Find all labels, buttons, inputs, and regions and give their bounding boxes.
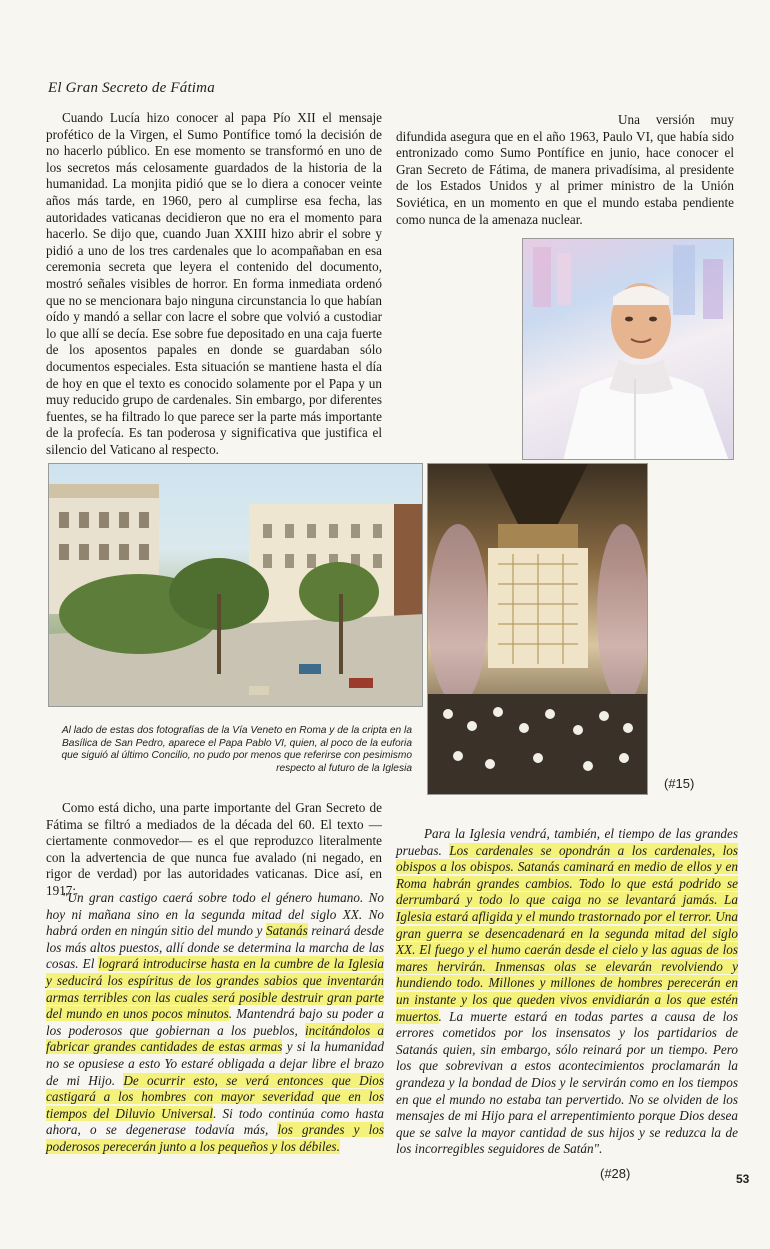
quote-text: . La muerte estará en todas partes a causa de los errores cometidos por los insensatos y los partidarios de Satanás quien, sin embargo, sólo reinará por un tiempo. Pero los que sobrevivan a estos acontecimientos proclamarán la grandeza y la bondad de Dios y le servirán como en los tiempos en que el mundo no estaba tan pervertido. No se olviden de los mensajes de mi Hijo para el arrepentimiento porque Dios desea que se salve la mayor cantidad de sus hijos y se reduzca la de los incorregibles seguidores de Satán". — [396, 1008, 738, 1157]
quote-text: reinará desde los más altos puestos, allí donde se determina la marcha de las cosas. El — [46, 923, 384, 972]
reference-28: (#28) — [600, 1166, 631, 1181]
highlighted-text: logrará introducirse hasta en la cumbre de la Iglesia y seducirá los espíritus de los grandes sabios que inventarán armas terribles con las cuales será posible destruir gran parte del mundo en unos pocos minutos — [46, 956, 384, 1022]
highlighted-text: Satanás — [265, 923, 308, 939]
pope-illustration — [523, 239, 734, 460]
version-text: Una versión muy difundida asegura que en el año 1963, Paulo VI, que había sido entronizado como Sumo Pontífice en junio, hace conocer el Gran Secreto de Fátima, de manera privadísima, al presidente de los Estados Unidos y al primer ministro de la Unión Soviética, en un momento en que el mundo estaba pendiente como nunca de la amenaza nuclear. — [396, 112, 734, 227]
highlighted-text: Los cardenales se opondrán a los cardenales, los obispos a los obispos. Satanás caminará en medio de ellos y en Roma habrán grandes cambios. Todo lo que está podrido se derrumbará y todo lo que caiga no se levantará jamás. La Iglesia estará afligida y el mundo trastornado por el terror. Una gran guerra se desencadenará en la segunda mitad del siglo XX. El fuego y el humo caerán desde el cielo y las aguas de los mares hervirán. Inmensas olas se elevarán revolviendo y hundiendo todo. Millones y millones de hombres perecerán en un instante y los que queden vivos envidiarán a los que estén muertos — [396, 842, 739, 1024]
prophecy-quote-part-1 — [46, 890, 384, 1156]
basilica-crypt-photo — [427, 463, 648, 795]
quote-text: . Si todo continúa como hasta ahora, o se degenerase todavía más, — [46, 1105, 384, 1138]
street-illustration — [49, 464, 423, 707]
quote-text: "Un gran castigo caerá sobre todo el género humano. No hoy ni mañana sino en la segunda mitad del siglo XX. No habrá orden en ningún sitio del mundo y — [46, 890, 384, 939]
version-paragraph — [396, 112, 734, 228]
highlighted-text: los grandes y los poderosos perecerán junto a los pequeños y los débiles. — [46, 1122, 385, 1154]
quote-1-paragraph — [46, 890, 384, 1156]
page-number: 53 — [736, 1172, 750, 1186]
pope-paul-vi-photo — [522, 238, 734, 460]
prophecy-quote-part-2 — [396, 826, 738, 1158]
quote-text: y si la humanidad no se opusiese a esto Yo estaré obligada a dejar libre el brazo de mi Hijo. — [46, 1039, 384, 1088]
quote-text: Para la Iglesia vendrá, también, el tiempo de las grandes pruebas. — [396, 826, 738, 858]
leak-text: Como está dicho, una parte importante del Gran Secreto de Fátima se filtró a mediados de la década del 60. El texto —ciertamente conmovedor— es el que reproduzco literalmente con la advertencia de que nunca fue avalado (ni negado, en rigor de verdad) por las autoridades vaticanas. Dice así, en 1917: — [46, 800, 382, 898]
via-veneto-photo — [48, 463, 423, 707]
highlighted-text: incitándolos a fabricar grandes cantidades de estas armas — [46, 1022, 384, 1055]
highlighted-text: De ocurrir esto, se verá entonces que Dios castigará a los hombres con mayor severidad que en los tiempos del Diluvio Universal — [46, 1072, 384, 1121]
intro-text: Cuando Lucía hizo conocer al papa Pío XII el mensaje profético de la Virgen, el Sumo Pontífice tomó la decisión de no hacerlo público. En ese momento se transformó en uno de los secretos más celosamente guardados de la historia de la humanidad. La monjita pidió que se lo diera a conocer veinte años más tarde, en 1960, pero al cumplirse esa fecha, las autoridades vaticanas decidieron que no era el momento para hacerlo. Se dijo que, cuando Juan XXIII hizo abrir el sobre y pidió a uno de los tres cardenales que lo acompañaban en esa ceremonia secreta que leyera el contenido del documento, mostró señales visibles de horror. En forma inmediata ordenó que no se mencionara bajo ninguna circunstancia lo que habían oído y mandó a sellar con lacre el sobre que volvió a custodiar lo que allí se decía. Ese sobre fue depositado en una caja fuerte de los aposentos papales en donde se guardaban sólo documentos especiales. Esta situación se mantiene hasta el día de hoy en que el texto es conocido solamente por el Papa y un muy reducido grupo de cardenales. Sin embargo, por diferentes fuentes, se ha filtrado lo que parece ser la parte más importante de la profecía. Es tan poderosa y significativa que justifica el silencio del Vaticano al respecto. — [46, 110, 382, 457]
quote-text: . Mantendrá bajo su poder a los poderosos que gobiernan a los pueblos, — [46, 1006, 384, 1038]
leak-paragraph — [46, 800, 382, 900]
photo-caption: Al lado de estas dos fotografías de la Vía Veneto en Roma y de la cripta en la Basílica de San Pedro, aparece el Papa Pablo VI, quien, al poco de la euforia que siguió al último Concilio, no pudo por menos que referirse con pesimismo respecto al futuro de la Iglesia — [61, 725, 412, 774]
running-header: El Gran Secreto de Fátima — [48, 80, 215, 96]
reference-15: (#15) — [664, 776, 695, 791]
quote-2-paragraph — [396, 826, 738, 1158]
crypt-illustration — [428, 464, 648, 795]
intro-paragraph — [46, 110, 382, 458]
